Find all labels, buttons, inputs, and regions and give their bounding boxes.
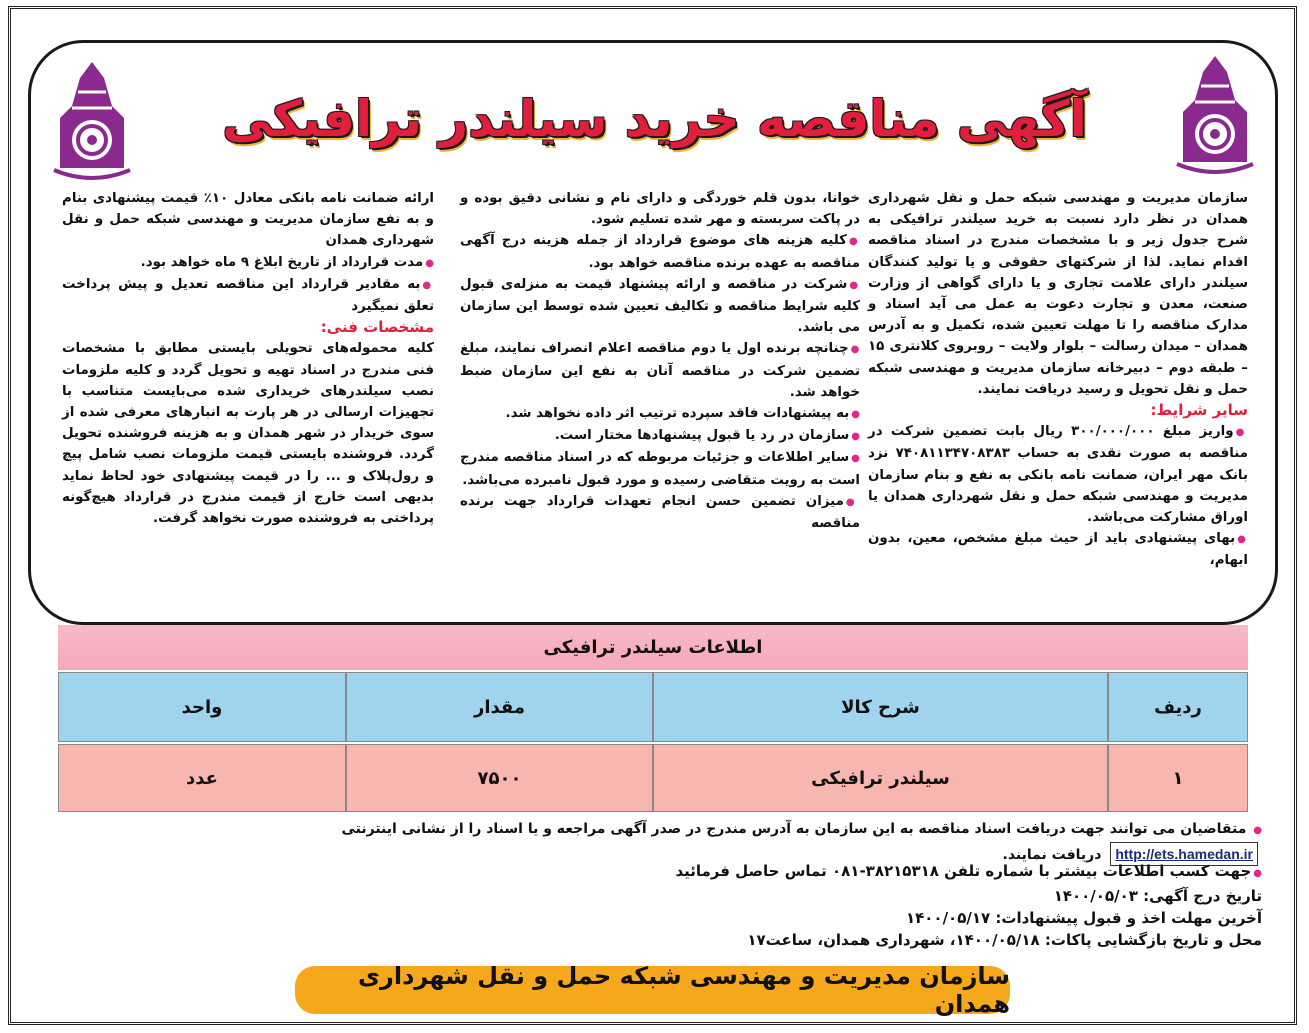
hamedan-municipality-logo-icon — [1165, 52, 1265, 182]
lead-text: خوانا، بدون قلم خوردگی و دارای نام و نشانی دقیق بوده و در پاکت سربسته و مهر شده تسلیم شود. — [460, 191, 860, 228]
list-item: ● چنانچه برنده اول یا دوم مناقصه اعلام انصراف نمایند، مبلغ تضمین شرکت در مناقصه آنان به نفع این سازمان ضبط خواهد شد. — [460, 338, 860, 403]
technical-specs-text: کلیه محموله‌های تحویلی بایستی مطابق با مشخصات فنی مندرج در اسناد تهیه و تحویل گردد و کلیه ملزومات نصب سیلندرهای خریداری شده می‌بایست متناسب با تجهیزات ارسالی در هر پارت به انبارهای معرفی شده از سوی خریدار در شهر همدان و به هزینه فروشنده تحویل گردد. فروشنده بایستی قیمت ملزومات نصب شامل پیچ و رول‌پلاک و ... را در قیمت پیشنهادی خود لحاظ نماید بدیهی است خارج از قیمت مندرج در قرارداد هیچ‌گونه پرداختی به فروشنده صورت نخواهد گرفت. — [62, 341, 434, 527]
other-conditions-heading: سایر شرایط: — [1150, 401, 1248, 420]
list-item: ● میزان تضمین حسن انجام تعهدات قرارداد جهت برنده مناقصه — [460, 491, 860, 534]
technical-specs-heading: مشخصات فنی: — [320, 318, 434, 337]
cell-description: سیلندر ترافیکی — [653, 744, 1108, 812]
column-right — [868, 188, 1248, 572]
note-phone: ● جهت کسب اطلاعات بیشتر با شماره تلفن ۳۸۲۱۵۳۱۸-۰۸۱ تماس حاصل فرمائید — [600, 860, 1262, 885]
header-description: شرح کالا — [653, 672, 1108, 742]
list-item: ● سایر اطلاعات و جزئیات مربوطه که در اسناد مناقصه مندرج است به رویت متقاضی رسیده و مورد قبول نامبرده می‌باشد. — [460, 447, 860, 490]
column-left — [62, 188, 434, 529]
deadline-date: آخرین مهلت اخذ و قبول پیشنهادات: ۱۴۰۰/۰۵/۱۷ — [905, 909, 1262, 927]
note-download: ● متقاضیان می توانند جهت دریافت اسناد مناقصه به این سازمان به آدرس مندرج در صدر آگهی مراجعه و یا اسناد را از نشانی اینترنتی http://ets.hamedan.ir دریافت نمایند. — [190, 818, 1262, 866]
list-item: ● به مقادیر قرارداد این مناقصه تعدیل و پیش پرداخت تعلق نمیگیرد — [62, 274, 434, 317]
header-quantity: مقدار — [346, 672, 653, 742]
table-row — [58, 744, 1248, 812]
dates-block — [600, 860, 1262, 951]
header-unit: واحد — [58, 672, 346, 742]
website-link[interactable]: http://ets.hamedan.ir — [1110, 842, 1258, 866]
intro-text: سازمان مدیریت و مهندسی شبکه حمل و نقل شهرداری همدان در نظر دارد نسبت به خرید سیلندر ترافیکی به شرح جدول زیر و با مشخصات مندرج در اسناد مناقصه اقدام نماید. لذا از شرکتهای حقوقی و یا تولید کنندگان سیلندر دارای علامت تجاری و یا دارای گواهی از وزارت صنعت، معدن و تجارت دعوت به عمل می آید اسناد و مدارک مناقصه را تا مهلت تعیین شده، تکمیل و به آدرس همدان – میدان رسالت – بلوار ولایت – روبروی کلانتری ۱۵ – طبقه دوم – دبیرخانه سازمان مدیریت و مهندسی شبکه حمل و نقل تحویل و رسید دریافت نمایند. — [868, 191, 1248, 397]
list-item: ● واریز مبلغ ۳۰۰/۰۰۰/۰۰۰ ریال بابت تضمین شرکت در مناقصه به صورت نقدی به حساب ۷۴۰۸۱۱۳۴۷۰۸۳۸۳ نزد بانک مهر ایران، ضمانت نامه بانکی به نفع و بنام سازمان مدیریت و مهندسی شبکه حمل و نقل شهرداری همدان یا اوراق مشارکت می‌باشد. — [868, 421, 1248, 528]
page-title: آگهی مناقصه خرید سیلندر ترافیکی — [222, 90, 1087, 148]
notes — [190, 818, 1262, 866]
table-header-row — [58, 672, 1248, 742]
list-item: ● شرکت در مناقصه و ارائه پیشنهاد قیمت به منزله‌ی قبول کلیه شرایط مناقصه و تکالیف تعیین شده توسط این سازمان می باشد. — [460, 274, 860, 339]
cell-row-number: ۱ — [1108, 744, 1248, 812]
table-title: اطلاعات سیلندر ترافیکی — [58, 625, 1248, 672]
cell-quantity: ۷۵۰۰ — [346, 744, 653, 812]
lead-text: ارائه ضمانت نامه بانکی معادل ۱۰٪ قیمت پیشنهادی بنام و به نفع سازمان مدیریت و مهندسی شبکه حمل و نقل شهرداری همدان — [62, 191, 435, 249]
list-item: ● به پیشنهادات فاقد سپرده ترتیب اثر داده نخواهد شد. — [460, 403, 860, 425]
column-middle — [460, 188, 860, 534]
header-row-number: ردیف — [1108, 672, 1248, 742]
opening-date: محل و تاریخ بازگشایی پاکات: ۱۴۰۰/۰۵/۱۸، شهرداری همدان، ساعت۱۷ — [747, 931, 1262, 949]
list-item: ● کلیه هزینه های موضوع قرارداد از جمله هزینه درج آگهی مناقصه به عهده برنده مناقصه خواهد بود. — [460, 230, 860, 273]
publish-date: تاریخ درج آگهی: ۱۴۰۰/۰۵/۰۳ — [1053, 887, 1262, 905]
cell-unit: عدد — [58, 744, 346, 812]
hamedan-municipality-logo-icon — [42, 58, 142, 188]
list-item: ● بهای پیشنهادی باید از حیث مبلغ مشخص، معین، بدون ابهام، — [868, 528, 1248, 571]
list-item: ● سازمان در رد یا قبول پیشنهادها مختار است. — [460, 425, 860, 447]
organization-footer: سازمان مدیریت و مهندسی شبکه حمل و نقل شهرداری همدان — [295, 966, 1010, 1014]
list-item: ● مدت قرارداد از تاریخ ابلاغ ۹ ماه خواهد بود. — [62, 252, 434, 274]
